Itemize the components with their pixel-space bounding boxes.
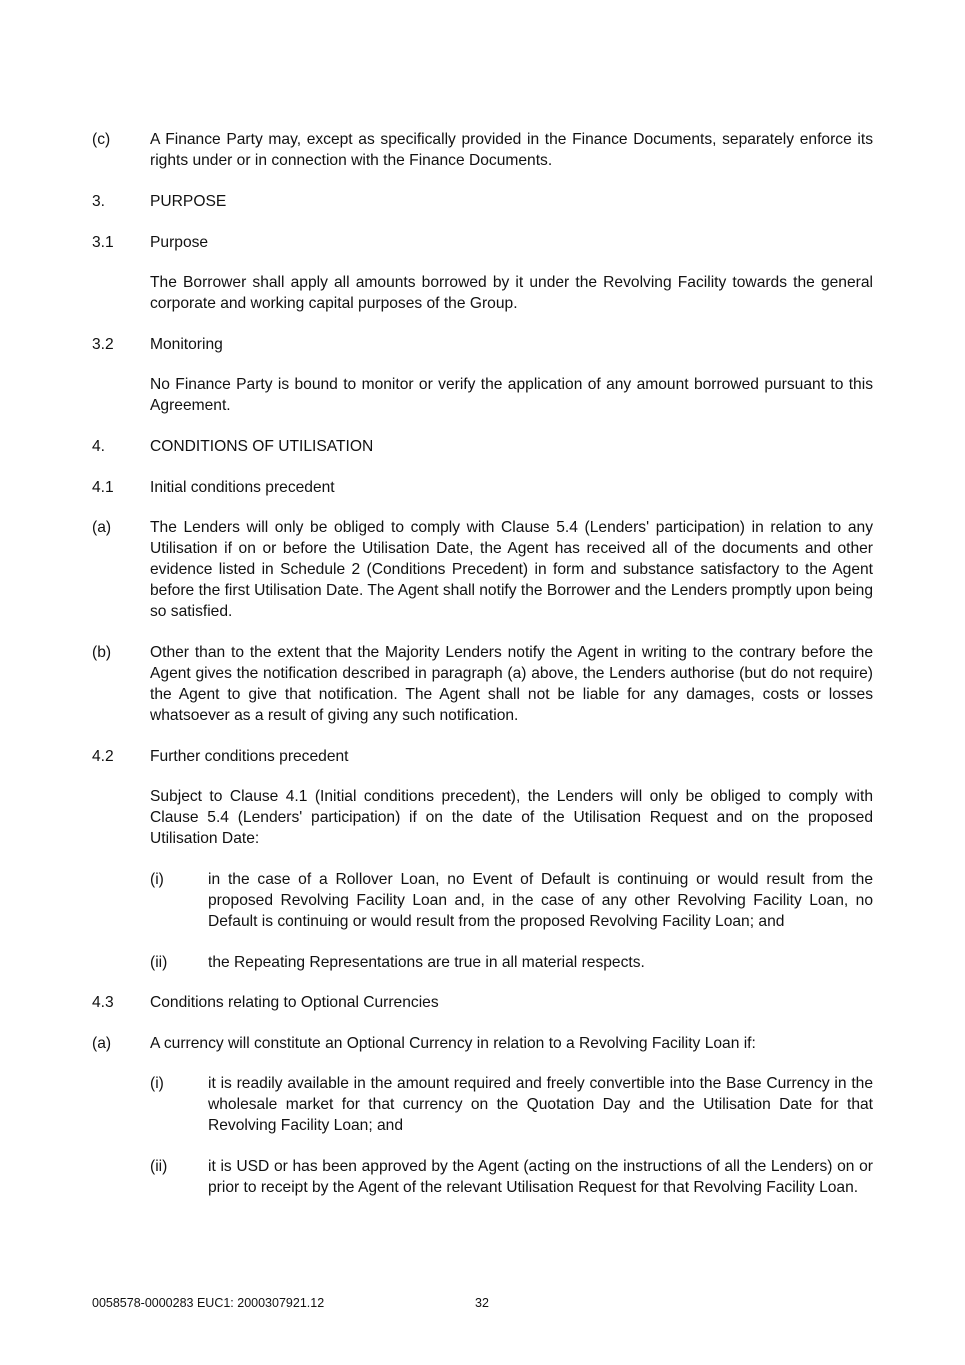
section-4-2-text: Subject to Clause 4.1 (Initial conditions precedent), the Lenders will only be obliged to comply with Clause 5.4 (Lenders' participation) if on the date of the Utilisation Request and on the proposed Utilisation Date: (150, 788, 873, 847)
section-4-3-title: Conditions relating to Optional Currencies (150, 994, 439, 1011)
section-4-2-ii-text: the Repeating Representations are true in all material respects. (208, 954, 645, 971)
section-3-1-title: Purpose (150, 234, 209, 251)
section-4-2-i-label: (i) (150, 871, 164, 888)
footer-page-number: 32 (475, 1296, 489, 1310)
section-4-2-ii-label: (ii) (150, 954, 168, 971)
section-4-3-ii-label: (ii) (150, 1158, 168, 1175)
section-3-number: 3. (92, 193, 106, 210)
section-4-3-a-label: (a) (92, 1035, 112, 1052)
section-4-2-number: 4.2 (92, 748, 114, 765)
section-3-2-text: No Finance Party is bound to monitor or verify the application of any amount borrowed pursuant to this Agreement. (150, 376, 873, 414)
section-4-1-title: Initial conditions precedent (150, 479, 335, 496)
section-4-3-a-text: A currency will constitute an Optional Currency in relation to a Revolving Facility Loan if: (150, 1035, 756, 1052)
footer-document-reference: 0058578-0000283 EUC1: 2000307921.12 (92, 1296, 325, 1310)
section-4-1-a-label: (a) (92, 519, 112, 536)
section-4-3-i-label: (i) (150, 1075, 164, 1092)
clause-c-label: (c) (92, 131, 111, 148)
section-4-1-number: 4.1 (92, 479, 114, 496)
section-3-1-text: The Borrower shall apply all amounts borrowed by it under the Revolving Facility towards the general corporate and working capital purposes of the Group. (150, 274, 873, 312)
section-4-title: CONDITIONS OF UTILISATION (150, 438, 374, 455)
section-3-2-title: Monitoring (150, 336, 223, 353)
clause-c-text: A Finance Party may, except as specifically provided in the Finance Documents, separately enforce its rights under or in connection with the Finance Documents. (150, 131, 873, 169)
section-4-3-ii-text: it is USD or has been approved by the Agent (acting on the instructions of all the Lenders) on or prior to receipt by the Agent of the relevant Utilisation Request for that Revolving Facility Loan. (208, 1158, 873, 1196)
section-4-1-a-text: The Lenders will only be obliged to comply with Clause 5.4 (Lenders' participation) in relation to any Utilisation if on or before the Utilisation Date, the Agent has received all of the documents and other evidence listed in Schedule 2 (Conditions Precedent) in form and substance satisfactory to the Agent before the first Utilisation Date. The Agent shall notify the Borrower and the Lenders promptly upon being so satisfied. (150, 519, 873, 620)
section-4-1-b-text: Other than to the extent that the Majority Lenders notify the Agent in writing to the contrary before the Agent gives the notification described in paragraph (a) above, the Lenders authorise (but do not require) the Agent to give that notification. The Agent shall not be liable for any damages, costs or losses whatsoever as a result of giving any such notification. (150, 644, 873, 724)
section-4-number: 4. (92, 438, 106, 455)
section-4-1-b-label: (b) (92, 644, 112, 661)
section-4-3-i-text: it is readily available in the amount required and freely convertible into the Base Currency in the wholesale market for that currency on the Quotation Day and the Utilisation Date for that Revolving Facility Loan; and (208, 1075, 873, 1134)
section-3-2-number: 3.2 (92, 336, 114, 353)
section-4-3-number: 4.3 (92, 994, 114, 1011)
section-4-2-title: Further conditions precedent (150, 748, 349, 765)
section-4-2-i-text: in the case of a Rollover Loan, no Event of Default is continuing or would result from the proposed Revolving Facility Loan and, in the case of any other Revolving Facility Loan, no Default is continuing or would result from the proposed Revolving Facility Loan; and (208, 871, 873, 930)
section-3-1-number: 3.1 (92, 234, 114, 251)
section-3-title: PURPOSE (150, 193, 227, 210)
